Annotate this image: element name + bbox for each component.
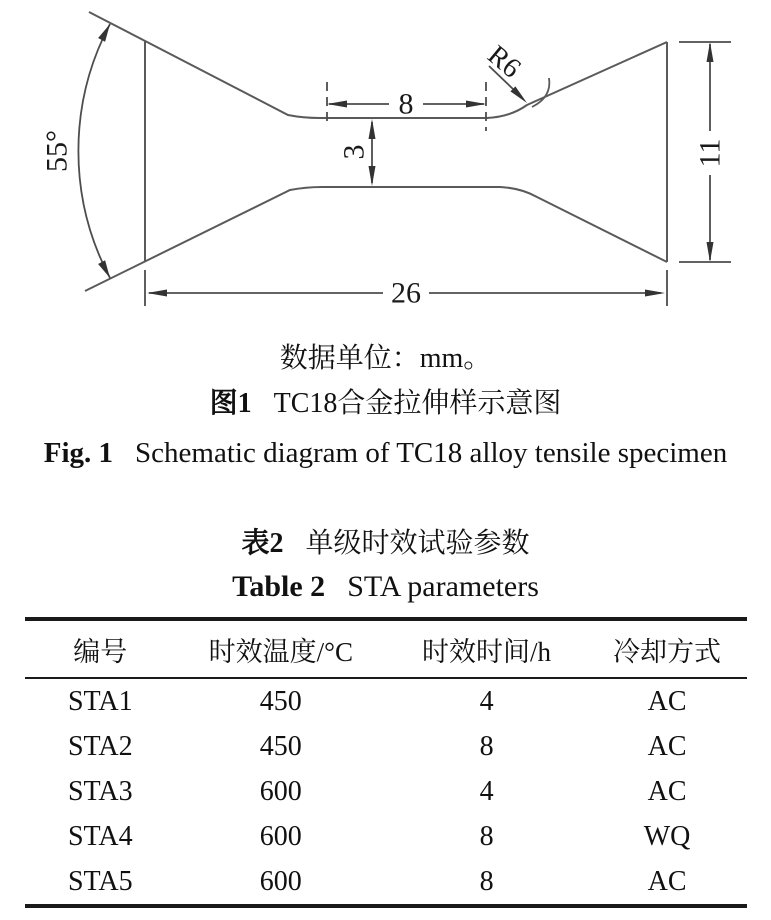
cell-aging-time: 4 bbox=[479, 776, 494, 807]
cell-specimen-id: STA4 bbox=[67, 821, 133, 852]
table-header-row bbox=[25, 619, 747, 678]
table-row bbox=[25, 724, 747, 769]
figure-caption-en-label: Fig. 1 bbox=[43, 437, 114, 469]
cell-cooling-method: AC bbox=[647, 731, 687, 762]
figure-caption-en bbox=[0, 433, 771, 473]
header-aging-time: 时效时间/h bbox=[422, 637, 552, 667]
cell-specimen-id: STA3 bbox=[67, 776, 133, 807]
dimension-gauge-length bbox=[327, 88, 486, 121]
extension-lines bbox=[145, 39, 731, 306]
arrowhead-width-bottom bbox=[369, 166, 376, 186]
cell-aging-temperature: 450 bbox=[259, 686, 302, 717]
dim-label-total-length: 26 bbox=[391, 276, 421, 310]
cell-aging-time: 4 bbox=[479, 686, 494, 717]
figure-caption-zh-label: 图1 bbox=[209, 388, 252, 419]
table-row bbox=[25, 859, 747, 906]
dimension-gauge-width bbox=[338, 119, 376, 186]
dimension-angle bbox=[41, 24, 111, 278]
cell-aging-temperature: 450 bbox=[259, 731, 302, 762]
cell-aging-time: 8 bbox=[479, 866, 494, 897]
cell-specimen-id: STA1 bbox=[67, 686, 133, 717]
dim-label-angle: 55° bbox=[40, 130, 74, 172]
figure-caption-zh-text: TC18合金拉伸样示意图 bbox=[273, 388, 562, 419]
cell-aging-temperature: 600 bbox=[259, 776, 302, 807]
arrowhead-gauge-right bbox=[466, 101, 486, 108]
table-caption-zh-text: 单级时效试验参数 bbox=[305, 528, 530, 559]
units-note: 数据单位：mm。 bbox=[279, 343, 492, 374]
dimension-fillet-radius bbox=[482, 40, 550, 107]
specimen-top-profile bbox=[89, 12, 667, 118]
tensile-specimen-diagram bbox=[0, 0, 771, 322]
arrowhead-angle-bottom bbox=[98, 260, 110, 278]
header-specimen-id: 编号 bbox=[73, 637, 128, 667]
cell-cooling-method: AC bbox=[647, 776, 687, 807]
cell-aging-temperature: 600 bbox=[259, 866, 302, 897]
cell-cooling-method: AC bbox=[647, 686, 687, 717]
sta-parameters-table bbox=[25, 617, 747, 908]
table-row bbox=[25, 678, 747, 724]
arrowhead-gauge-left bbox=[327, 101, 347, 108]
table-caption-zh bbox=[0, 525, 771, 563]
header-aging-temperature: 时效温度/°C bbox=[208, 637, 353, 667]
dim-label-gauge-width: 3 bbox=[337, 144, 371, 160]
table-caption-zh-label: 表2 bbox=[241, 528, 284, 559]
table-caption-en-label: Table 2 bbox=[232, 570, 326, 603]
figure-caption-zh bbox=[0, 385, 771, 423]
table-caption-en-text: STA parameters bbox=[347, 570, 539, 603]
header-cooling-method: 冷却方式 bbox=[613, 637, 722, 667]
cell-aging-time: 8 bbox=[479, 731, 494, 762]
arrowhead-width-top bbox=[369, 119, 376, 139]
cell-specimen-id: STA5 bbox=[67, 866, 133, 897]
cell-aging-time: 8 bbox=[479, 821, 494, 852]
table-caption-en bbox=[0, 567, 771, 607]
dim-label-fillet-radius: R6 bbox=[481, 39, 527, 85]
arrowhead-height-bottom bbox=[707, 242, 714, 262]
specimen-outline bbox=[85, 12, 667, 291]
dim-label-gauge-length: 8 bbox=[398, 87, 414, 121]
figure-caption-en-text: Schematic diagram of TC18 alloy tensile specimen bbox=[135, 437, 728, 469]
arrowhead-length-left bbox=[147, 290, 167, 297]
dimension-grip-height bbox=[694, 42, 727, 262]
table-row bbox=[25, 814, 747, 859]
cell-cooling-method: WQ bbox=[643, 821, 691, 852]
cell-cooling-method: AC bbox=[647, 866, 687, 897]
dim-label-grip-height: 11 bbox=[693, 138, 727, 168]
cell-aging-temperature: 600 bbox=[259, 821, 302, 852]
dimension-total-length bbox=[147, 277, 665, 310]
angle-arc bbox=[78, 24, 110, 278]
table-row bbox=[25, 769, 747, 814]
arrowhead-height-top bbox=[707, 42, 714, 62]
arrowhead-angle-top bbox=[98, 24, 110, 42]
cell-specimen-id: STA2 bbox=[67, 731, 133, 762]
specimen-bottom-profile bbox=[85, 187, 667, 291]
arrowhead-length-right bbox=[645, 290, 665, 297]
